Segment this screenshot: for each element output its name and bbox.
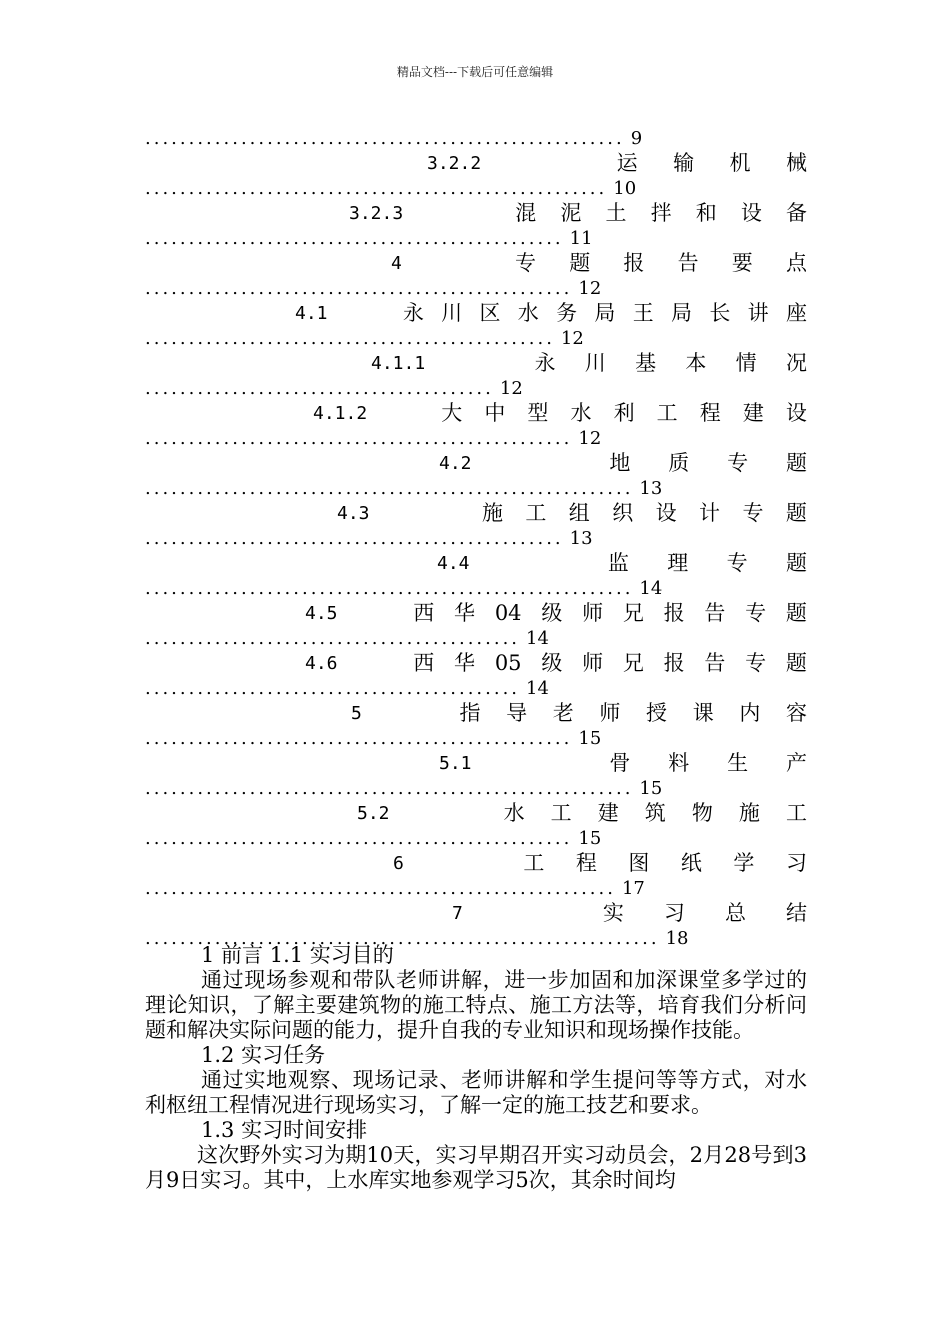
toc-page-number: 12	[578, 428, 602, 449]
toc-title-char: 告	[704, 601, 726, 625]
toc-title-char: 工	[550, 801, 572, 825]
toc-leader-dots: ........................................................ 13	[145, 478, 663, 499]
toc-leader-dots: ........................................ 12	[145, 378, 523, 399]
toc-title-char: 区	[479, 301, 501, 325]
toc-title-char: 型	[527, 401, 549, 425]
toc-title-char: 况	[785, 351, 807, 375]
toc-title-char: 师	[582, 601, 604, 625]
toc-title-char: 工	[785, 801, 807, 825]
toc-title-char: 05	[494, 651, 522, 675]
toc-title-char: 物	[691, 801, 713, 825]
toc-page-number: 12	[499, 378, 523, 399]
toc-entry-title	[393, 851, 807, 876]
toc-page-number: 12	[560, 328, 584, 349]
toc-entry-title	[351, 701, 807, 726]
toc-entry-title	[305, 601, 807, 626]
toc-page-number: 15	[639, 778, 663, 799]
toc-title-char: 拌	[650, 201, 672, 225]
toc-leader-dots: ........................................................ 15	[145, 778, 663, 799]
toc-entry-title	[313, 401, 807, 426]
toc-leader-dots: ................................................ 13	[145, 528, 593, 549]
toc-leader-dots: ........................................... 14	[145, 628, 549, 649]
toc-title-char: 料	[668, 751, 690, 775]
toc-title-char: 局	[594, 301, 616, 325]
toc-entry-title	[349, 201, 807, 226]
toc-title-char: 建	[742, 401, 764, 425]
toc-leader-dots: ................................................ 11	[145, 228, 593, 249]
toc-title-char: 工	[656, 401, 678, 425]
toc-entry-title	[427, 151, 807, 176]
toc-title-char: 专	[742, 501, 764, 525]
toc-title-char: 专	[745, 601, 767, 625]
toc-title-char: 设	[785, 401, 807, 425]
table-of-contents	[145, 126, 807, 976]
toc-section-number: 4.4	[437, 553, 470, 574]
toc-title-char: 川	[584, 351, 606, 375]
toc-entry-title	[439, 751, 807, 776]
toc-leader-dots: ....................................................... 9	[145, 128, 643, 149]
toc-title-char: 报	[663, 601, 685, 625]
toc-title-char: 设	[740, 201, 762, 225]
toc-section-number: 4.3	[337, 503, 370, 524]
toc-section-number: 7	[452, 903, 463, 924]
toc-title-char: 题	[785, 551, 807, 575]
toc-page-number: 14	[526, 678, 549, 699]
toc-leader-dots: ..................................................... 10	[145, 178, 637, 199]
toc-title-char: 泥	[560, 201, 582, 225]
toc-title-char: 授	[646, 701, 668, 725]
toc-leader-dots: ................................................. 15	[145, 728, 602, 749]
toc-title-char: 骨	[609, 751, 631, 775]
toc-title-char: 指	[459, 701, 481, 725]
toc-section-number: 4.1.1	[371, 353, 426, 374]
toc-title-char: 运	[616, 151, 638, 175]
toc-page-number: 11	[569, 228, 593, 249]
toc-title-char: 纸	[680, 851, 702, 875]
toc-entry[interactable]	[145, 476, 807, 526]
toc-title-char: 生	[727, 751, 749, 775]
toc-title-char: 地	[609, 451, 631, 475]
paragraph: 通过现场参观和带队老师讲解，进一步加固和加深课堂多学过的理论知识，了解主要建筑物的施工特点、施工方法等，培育我们分析问题和解决实际问题的能力，提升自我的专业知识和现场操作技能。	[145, 968, 807, 1042]
toc-title-char: 西	[413, 601, 435, 625]
paragraph: 通过实地观察、现场记录、老师讲解和学生提问等等方式，对水利枢纽工程情况进行现场实习，了解一定的施工技艺和要求。	[145, 1068, 807, 1117]
toc-title-char: 筑	[644, 801, 666, 825]
toc-entry[interactable]	[145, 826, 807, 876]
toc-page-number: 15	[578, 828, 602, 849]
toc-entry[interactable]	[145, 426, 807, 476]
toc-section-number: 3.2.3	[349, 203, 404, 224]
toc-title-char: 中	[484, 401, 506, 425]
toc-page-number: 17	[621, 878, 645, 899]
toc-title-char: 产	[785, 751, 807, 775]
toc-title-char: 永	[534, 351, 556, 375]
toc-title-char: 告	[677, 251, 699, 275]
toc-title-char: 题	[785, 651, 807, 675]
toc-title-char: 要	[731, 251, 753, 275]
toc-title-char: 局	[671, 301, 693, 325]
toc-title-char: 输	[673, 151, 695, 175]
toc-title-char: 师	[582, 651, 604, 675]
toc-entry[interactable]	[145, 576, 807, 626]
toc-title-char: 水	[503, 801, 525, 825]
toc-leader-dots: ................................................. 12	[145, 428, 602, 449]
section-heading: 1.2 实习任务	[201, 1043, 326, 1067]
paragraph: 这次野外实习为期10天，实习早期召开实习动员会，2月28号到3月9日实习。其中，上水库实地参观学习5次，其余时间均	[145, 1143, 807, 1192]
toc-title-char: 情	[735, 351, 757, 375]
toc-title-char: 题	[785, 451, 807, 475]
toc-entry-title	[337, 501, 807, 526]
toc-title-char: 王	[632, 301, 654, 325]
toc-leader-dots: ........................................... 14	[145, 678, 549, 699]
toc-entry-title	[305, 651, 807, 676]
section-heading: 1.3 实习时间安排	[201, 1118, 368, 1142]
toc-leader-dots: ................................................. 12	[145, 278, 602, 299]
toc-leader-dots: ............................................... 12	[145, 328, 584, 349]
section-heading: 1 前言 1.1 实习目的	[201, 943, 394, 967]
toc-section-number: 4.1	[295, 303, 328, 324]
toc-title-char: 施	[738, 801, 760, 825]
toc-title-char: 基	[635, 351, 657, 375]
toc-entry-title	[437, 551, 807, 576]
toc-section-number: 5.1	[439, 753, 472, 774]
toc-title-char: 质	[668, 451, 690, 475]
toc-leader-dots: ...................................................... 17	[145, 878, 645, 899]
toc-title-char: 川	[441, 301, 463, 325]
toc-title-char: 导	[506, 701, 528, 725]
toc-leader-dots: ........................................................... 18	[145, 928, 689, 949]
toc-page-number: 9	[630, 128, 643, 149]
toc-title-char: 务	[556, 301, 578, 325]
toc-title-char: 报	[663, 651, 685, 675]
toc-entry[interactable]	[145, 226, 807, 276]
toc-title-char: 老	[552, 701, 574, 725]
toc-title-char: 04	[494, 601, 522, 625]
toc-title-char: 图	[628, 851, 650, 875]
toc-leader-dots: ................................................. 15	[145, 828, 602, 849]
toc-title-char: 总	[724, 901, 746, 925]
toc-entry[interactable]	[145, 676, 807, 726]
toc-title-char: 报	[623, 251, 645, 275]
toc-entry-title	[439, 451, 807, 476]
toc-page-number: 12	[578, 278, 602, 299]
toc-entry[interactable]	[145, 326, 807, 376]
toc-leader-dots: ........................................................ 14	[145, 578, 663, 599]
toc-entry-title	[295, 301, 807, 326]
toc-page-number: 18	[665, 928, 689, 949]
toc-title-char: 长	[709, 301, 731, 325]
toc-title-char: 座	[785, 301, 807, 325]
toc-title-char: 习	[663, 901, 685, 925]
toc-title-char: 兄	[622, 651, 644, 675]
toc-title-char: 习	[785, 851, 807, 875]
toc-title-char: 土	[605, 201, 627, 225]
toc-title-char: 本	[685, 351, 707, 375]
toc-section-number: 4.1.2	[313, 403, 368, 424]
toc-title-char: 施	[481, 501, 503, 525]
toc-entry-title	[391, 251, 807, 276]
toc-title-char: 级	[541, 651, 563, 675]
toc-title-char: 理	[667, 551, 689, 575]
toc-title-char: 工	[523, 851, 545, 875]
toc-title-char: 华	[454, 651, 476, 675]
toc-title-char: 机	[729, 151, 751, 175]
toc-title-char: 课	[692, 701, 714, 725]
toc-title-char: 水	[570, 401, 592, 425]
toc-title-char: 混	[515, 201, 537, 225]
toc-title-char: 题	[569, 251, 591, 275]
toc-entry[interactable]	[145, 176, 807, 226]
toc-title-char: 告	[704, 651, 726, 675]
toc-title-char: 程	[699, 401, 721, 425]
toc-title-char: 建	[597, 801, 619, 825]
toc-title-char: 容	[785, 701, 807, 725]
toc-section-number: 5	[351, 703, 362, 724]
toc-title-char: 工	[525, 501, 547, 525]
toc-title-char: 组	[568, 501, 590, 525]
toc-page-number: 15	[578, 728, 602, 749]
toc-title-char: 学	[733, 851, 755, 875]
toc-title-char: 题	[785, 501, 807, 525]
toc-title-char: 备	[785, 201, 807, 225]
toc-entry[interactable]	[145, 276, 807, 326]
page-header: 精品文档---下载后可任意编辑	[396, 65, 554, 79]
toc-page-number: 13	[639, 478, 663, 499]
toc-title-char: 和	[695, 201, 717, 225]
toc-entry[interactable]	[145, 876, 807, 926]
toc-title-char: 程	[575, 851, 597, 875]
toc-title-char: 专	[726, 551, 748, 575]
toc-section-number: 4.5	[305, 603, 338, 624]
toc-title-char: 师	[599, 701, 621, 725]
toc-section-number: 4.2	[439, 453, 472, 474]
toc-entry-title	[371, 351, 807, 376]
toc-entry[interactable]	[145, 726, 807, 776]
toc-section-number: 4.6	[305, 653, 338, 674]
toc-title-char: 专	[515, 251, 537, 275]
toc-page-number: 13	[569, 528, 593, 549]
toc-title-char: 水	[517, 301, 539, 325]
toc-title-char: 级	[541, 601, 563, 625]
toc-entry[interactable]	[145, 526, 807, 576]
toc-title-char: 大	[441, 401, 463, 425]
toc-title-char: 讲	[747, 301, 769, 325]
toc-title-char: 兄	[622, 601, 644, 625]
toc-title-char: 内	[739, 701, 761, 725]
toc-title-char: 专	[745, 651, 767, 675]
toc-title-char: 华	[454, 601, 476, 625]
toc-entry[interactable]	[145, 126, 807, 176]
toc-title-char: 题	[785, 601, 807, 625]
toc-title-char: 利	[613, 401, 635, 425]
toc-section-number: 4	[391, 253, 402, 274]
toc-page-number: 14	[526, 628, 549, 649]
toc-page-number: 10	[613, 178, 637, 199]
toc-entry-title	[452, 901, 807, 926]
body-text	[145, 943, 807, 1193]
toc-title-char: 计	[699, 501, 721, 525]
toc-entry[interactable]	[145, 776, 807, 826]
toc-title-char: 械	[786, 151, 807, 175]
toc-entry[interactable]	[145, 626, 807, 676]
toc-title-char: 实	[602, 901, 624, 925]
toc-title-char: 点	[785, 251, 807, 275]
toc-title-char: 织	[612, 501, 634, 525]
toc-section-number: 5.2	[357, 803, 390, 824]
toc-title-char: 永	[402, 301, 424, 325]
toc-title-char: 专	[727, 451, 749, 475]
toc-title-char: 西	[413, 651, 435, 675]
toc-section-number: 3.2.2	[427, 153, 482, 174]
toc-section-number: 6	[393, 853, 404, 874]
toc-title-char: 监	[607, 551, 629, 575]
toc-title-char: 设	[655, 501, 677, 525]
toc-entry-title	[357, 801, 807, 826]
toc-page-number: 14	[639, 578, 663, 599]
toc-title-char: 结	[785, 901, 807, 925]
toc-entry[interactable]	[145, 376, 807, 426]
